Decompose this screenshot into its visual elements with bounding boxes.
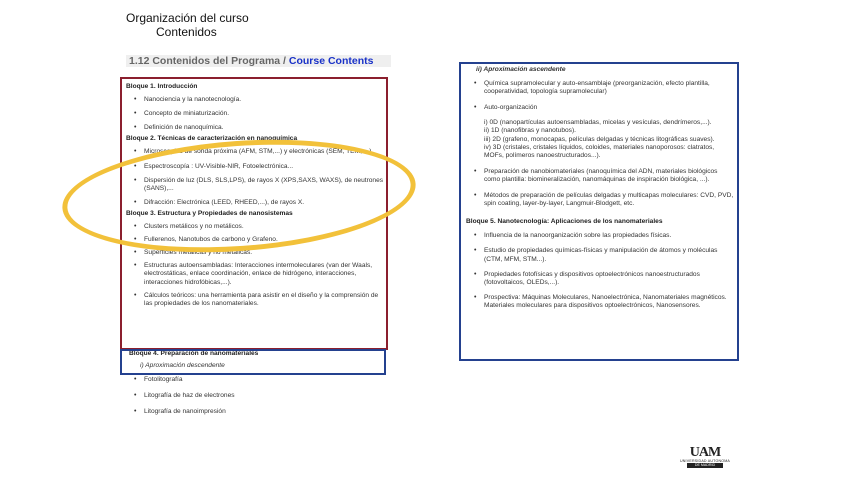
- list-item: • Clusters metálicos y no metálicos.: [126, 223, 388, 231]
- list-item: • Métodos de preparación de películas delgadas y multicapas moleculares: CVD, PVD, spin coating, layer-by-layer, Langmuir-Blodgett, etc.: [466, 192, 734, 208]
- list-item: • Química supramolecular y auto-ensamblaje (preorganización, efecto plantilla, cooperatividad, topología supramolecular): [466, 80, 734, 96]
- bloque4-title: Bloque 4. Preparación de nanomateriales: [129, 350, 259, 357]
- list-item: • Concepto de miniaturización.: [126, 110, 388, 118]
- bloque3-title: Bloque 3. Estructura y Propiedades de nanosistemas: [126, 209, 293, 217]
- list-item: • Superficies metálicas y no metálicas.: [126, 249, 388, 257]
- section-title: [126, 55, 391, 67]
- blue-highlight-box-right: [459, 62, 739, 361]
- list-item: • Estructuras autoensambladas: Interacciones intermoleculares (van der Waals, electrostáticas, enlace coordinación, enlace de hidrógeno, interacciones, interacciones hidrofóbicas,...).: [126, 262, 388, 286]
- list-item: • Litografía de haz de electrones: [126, 392, 388, 400]
- uam-logo: [677, 446, 733, 468]
- sublist-item: iii) 2D (grafeno, monocapas, películas delgadas y técnicas litográficas suaves).: [484, 135, 715, 143]
- logo-name: UNIVERSIDAD AUTONOMA: [679, 459, 731, 463]
- logo-mark: UAM: [689, 445, 721, 460]
- logo-bar: DE MADRID: [687, 463, 723, 468]
- list-item: • Influencia de la nanoorganización sobre las propiedades físicas.: [466, 232, 734, 240]
- bloque4-list: [126, 376, 388, 416]
- section-title-english: Course Contents: [288, 55, 374, 67]
- list-item: • Fotolitografía: [126, 376, 388, 384]
- header-line-1: Organización del curso: [126, 11, 249, 25]
- slide-header: [126, 11, 249, 39]
- bloque5-title: Bloque 5. Nanotecnología: Aplicaciones de los nanomateriales: [466, 218, 663, 226]
- list-item: • Prospectiva: Máquinas Moleculares, Nanoelectrónica, Nanomateriales magnéticos. Materiales moleculares para dispositivos optoelectrónicos, Nanosensores.: [466, 294, 734, 310]
- list-item: • Cálculos teóricos: una herramienta para asistir en el diseño y la comprensión de las propiedades de los nanomateriales.: [126, 292, 388, 308]
- list-item: • Fullerenos, Nanotubos de carbono y Grafeno.: [126, 236, 388, 244]
- list-item: • Preparación de nanobiomateriales (nanoquímica del ADN, materiales biológicos como plantilla: biomineralización, nanomáquinas de inspiración biológica, ...).: [466, 168, 734, 184]
- list-item: • Estudio de propiedades químicas-físicas y manipulación de átomos y moléculas (CTM, MFM, STM...).: [466, 247, 734, 263]
- list-item: • Difracción: Electrónica (LEED, RHEED,...), de rayos X.: [126, 199, 388, 207]
- list-item: • Nanociencia y la nanotecnología.: [126, 96, 388, 104]
- bloque4-subtitle: i) Aproximación descendente: [140, 362, 225, 370]
- sublist-item: i) 0D (nanopartículas autoensambladas, micelas y vesículas, dendrímeros,...).: [484, 119, 712, 127]
- right-subtitle: ii) Aproximación ascendente: [476, 66, 566, 73]
- list-item: • Litografía de nanoimpresión: [126, 408, 388, 416]
- list-item: • Propiedades fotofísicas y dispositivos optoelectrónicos nanoestructurados (fotovoltaicos, OLEDs,...).: [466, 271, 734, 287]
- list-item: • Auto-organización: [466, 104, 734, 112]
- list-item: • Dispersión de luz (DLS, SLS,LPS), de rayos X (XPS,SAXS, WAXS), de neutrones (SANS),...: [126, 177, 388, 193]
- bloque2-title: Bloque 2. Técnicas de caracterización en nanoquímica: [126, 135, 298, 143]
- header-line-2: Contenidos: [156, 25, 217, 39]
- list-item: • Espectroscopía : UV-Visible-NIR, Fotoelectrónica...: [126, 163, 388, 171]
- blue-highlight-box-left: [120, 349, 386, 375]
- sublist-item: ii) 1D (nanofibras y nanotubos).: [484, 127, 576, 135]
- list-item: • Microscopías de sonda próxima (AFM, STM,...) y electrónicas (SEM, TEM, ...).: [126, 148, 388, 156]
- bloque1-title: Bloque 1. Introducción: [126, 83, 198, 90]
- sublist-item: iv) 3D (cristales, cristales líquidos, coloides, materiales nanoporosos: clatratos, MOFs, polímeros nanoestructurados...).: [484, 143, 715, 159]
- section-title-prefix: 1.12 Contenidos del Programa /: [129, 55, 289, 67]
- list-item: • Definición de nanoquímica.: [126, 124, 388, 132]
